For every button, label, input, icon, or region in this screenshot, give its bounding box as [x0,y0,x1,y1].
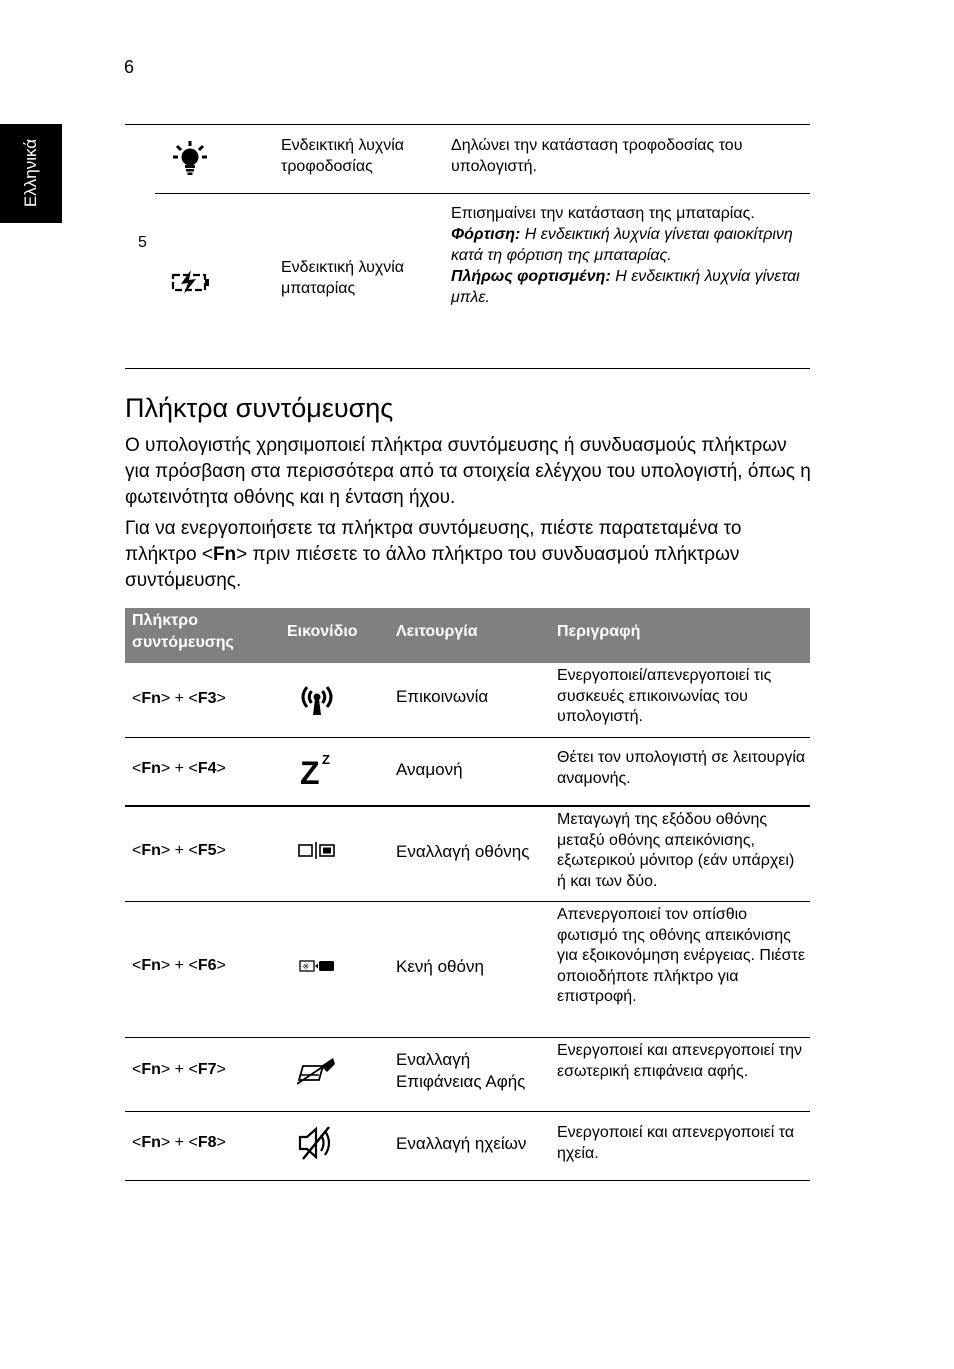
charging-note [451,224,806,266]
shortcut-description: Ενεργοποιεί και απενεργοποιεί την εσωτερική επιφάνεια αφής. [557,1042,802,1080]
shortcut-key: <Fn> + <F4> [132,760,226,777]
table-row [125,902,810,1038]
svg-text:※: ※ [302,962,310,972]
intro-paragraph: Ο υπολογιστής χρησιμοποιεί πλήκτρα συντόμευσης ή συνδυασμούς πλήκτρων για πρόσβαση στα περισσότερα από τα στοιχεία ελέγχου του υπολογιστή, όπως η φωτεινότητα οθόνης και η ένταση ήχου. [125,435,811,508]
battery-charging-icon [169,269,211,295]
shortcut-function: Αναμονή [396,760,463,779]
touchpad-toggle-icon [297,1052,337,1088]
section-title: Πλήκτρα συντόμευσης [125,393,394,423]
header-key: Πλήκτρο συντόμευσης [132,612,234,651]
header-icon: Εικονίδιο [287,623,358,640]
indicator-table [125,124,810,369]
table-header [125,608,810,663]
full-charge-text: Η ενδεικτική λυχνία γίνεται μπλε. [451,268,800,306]
shortcut-description: Απενεργοποιεί τον οπίσθιο φωτισμό της οθόνης απεικόνισης για εξοικονόμηση ενέργειας. Πιέστε οποιοδήποτε πλήκτρο για επιστροφή. [557,906,805,1005]
shortcut-key: <Fn> + <F3> [132,690,226,707]
header-description: Περιγραφή [557,623,641,640]
battery-light-name: Ενδεικτική λυχνία μπαταρίας [281,259,405,297]
charging-label: Φόρτιση: [451,226,521,243]
table-row [125,663,810,738]
shortcut-key: <Fn> + <F7> [132,1061,226,1078]
fn-instruction-paragraph [125,516,815,594]
table-row [125,1038,810,1112]
charging-text: Η ενδεικτική λυχνία γίνεται φαιοκίτρινη κατά τη φόρτιση της μπαταρίας. [451,226,793,264]
power-light-name: Ενδεικτική λυχνία τροφοδοσίας [281,137,405,175]
row-number: 5 [138,234,147,251]
svg-text:Z: Z [300,755,320,786]
sleep-icon [297,750,337,786]
shortcut-description: Μεταγωγή της εξόδου οθόνης μεταξύ οθόνης απεικόνισης, εξωτερικού μόνιτορ (εάν υπάρχει) ή και των δύο. [557,811,795,890]
speaker-mute-icon [297,1125,337,1161]
full-charge-label: Πλήρως φορτισμένη: [451,268,611,285]
fn-instruction-after: > πριν πιέσετε το άλλο πλήκτρο του συνδυασμού πλήκτρων συντόμευσης. [125,544,740,591]
page-number: 6 [124,57,135,77]
table-row [125,1112,810,1181]
full-charge-note [451,266,806,308]
shortcut-function: Εναλλαγή Επιφάνειας Αφής [396,1050,526,1091]
shortcut-function: Εναλλαγή οθόνης [396,842,530,861]
header-function: Λειτουργία [396,623,478,640]
shortcut-description: Ενεργοποιεί και απενεργοποιεί τα ηχεία. [557,1124,795,1162]
power-light-icon [172,140,208,178]
language-tab [0,124,62,223]
shortcut-description: Θέτει τον υπολογιστή σε λειτουργία αναμονής. [557,749,806,787]
shortcut-function: Επικοινωνία [396,687,489,706]
language-tab-label: Ελληνικά [21,138,40,208]
wireless-icon [297,681,337,717]
shortcut-function: Κενή οθόνη [396,957,484,976]
shortcut-key: <Fn> + <F8> [132,1134,226,1151]
table-row [125,807,810,902]
screen-blank-icon [297,948,337,984]
shortcut-key: <Fn> + <F6> [132,957,226,974]
table-row [125,738,810,807]
fn-instruction-before: Για να ενεργοποιήσετε τα πλήκτρα συντόμευσης, πιέστε παρατεταμένα το πλήκτρο < [125,518,742,565]
fn-key-label: Fn [212,544,237,565]
battery-light-description [451,203,806,308]
svg-text:Z: Z [322,752,330,767]
display-toggle-icon [297,833,337,869]
shortcut-description: Ενεργοποιεί/απενεργοποιεί τις συσκευές επικοινωνίας του υπολογιστή. [557,667,772,725]
shortcut-key: <Fn> + <F5> [132,842,226,859]
power-light-description: Δηλώνει την κατάσταση τροφοδοσίας του υπολογιστή. [451,137,743,175]
shortcut-function: Εναλλαγή ηχείων [396,1134,527,1153]
battery-status-text: Επισημαίνει την κατάσταση της μπαταρίας. [451,205,755,222]
